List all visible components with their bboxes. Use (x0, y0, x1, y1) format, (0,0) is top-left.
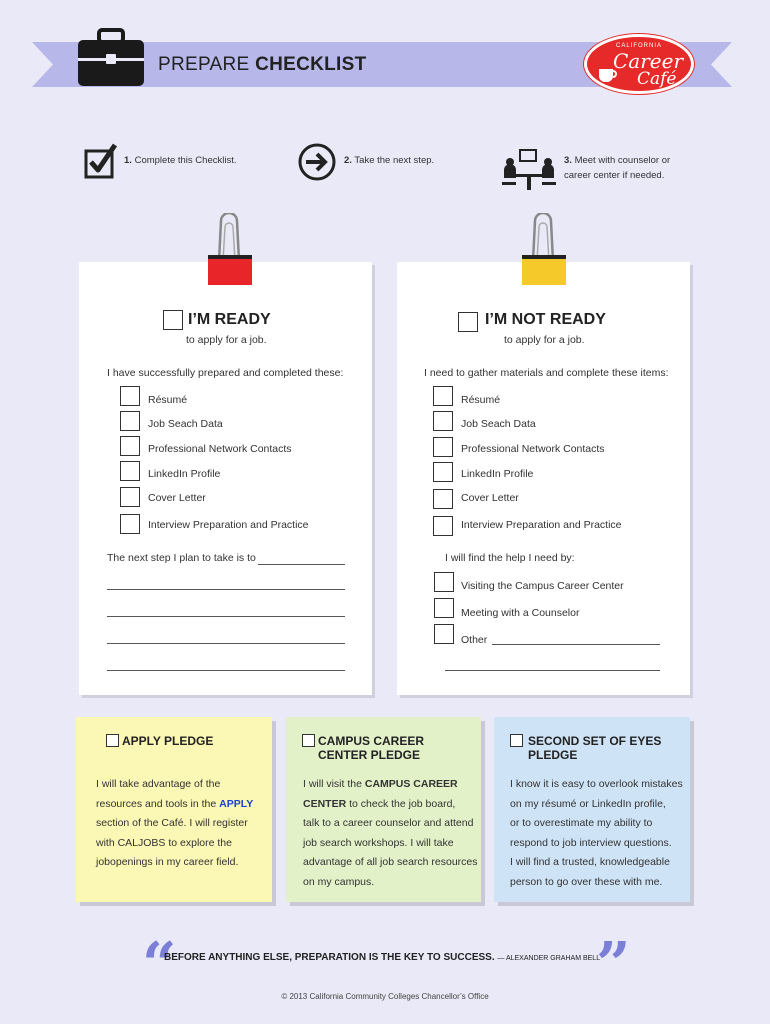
not-ready-item: Résumé (461, 394, 501, 406)
apply-pledge-title: APPLY PLEDGE (122, 734, 214, 748)
page-title: PREPARE CHECKLIST (158, 54, 367, 75)
not-ready-item: Interview Preparation and Practice (461, 519, 622, 531)
next-step-line[interactable] (107, 670, 345, 671)
not-ready-item: Job Seach Data (461, 418, 536, 430)
open-quote-icon: “ (142, 930, 177, 1000)
ready-item: Résumé (148, 394, 188, 406)
second-eyes-pledge-body: I know it is easy to overlook mistakes on my résumé or LinkedIn profile, or to overestimate my ability to respond to job interview questions. I will find a trusted, knowledgeable person to go over these with me. (510, 778, 683, 888)
not-ready-item: Professional Network Contacts (461, 443, 605, 455)
help-checkbox[interactable] (434, 572, 454, 592)
help-checkbox[interactable] (434, 624, 454, 644)
ready-title: I’M READY (188, 311, 271, 328)
not-ready-item: Cover Letter (461, 492, 519, 504)
help-item: Other (461, 634, 488, 646)
not-ready-item-checkbox[interactable] (433, 386, 453, 406)
step-2: 2. Take the next step. (344, 155, 435, 166)
quote: BEFORE ANYTHING ELSE, PREPARATION IS THE KEY TO SUCCESS. — ALEXANDER GRAHAM BELL (164, 952, 601, 963)
apply-pledge-body: I will take advantage of the resources and tools in the APPLY section of the Café. I will register with CALJOBS to explore the jobopenings in my career field. (96, 778, 254, 868)
close-quote-icon: ” (596, 930, 631, 1000)
arrow-right-circle-icon (297, 142, 337, 182)
next-step-line[interactable] (258, 564, 345, 565)
next-step-line[interactable] (107, 643, 345, 644)
ready-item-checkbox[interactable] (120, 487, 140, 507)
not-ready-checkbox[interactable] (458, 312, 478, 332)
second-eyes-pledge-title: SECOND SET OF EYES PLEDGE (528, 734, 662, 762)
not-ready-item: LinkedIn Profile (461, 468, 534, 480)
campus-pledge-body: I will visit the CAMPUS CAREER CENTER to check the job board, talk to a career counselor and attend job search workshops. I will take advantage of all job search resources on my campus. (303, 778, 478, 888)
yellow-binder-clip-icon (519, 213, 569, 288)
ready-item-checkbox[interactable] (120, 436, 140, 456)
other-line[interactable] (492, 644, 660, 645)
career-cafe-logo: CALIFORNIA Career Café (584, 34, 694, 94)
ready-item-checkbox[interactable] (120, 514, 140, 534)
next-step-line[interactable] (107, 589, 345, 590)
red-binder-clip-icon (205, 213, 255, 288)
briefcase-icon (76, 28, 146, 88)
not-ready-item-checkbox[interactable] (433, 437, 453, 457)
campus-pledge-card (286, 717, 481, 902)
step-3: 3. Meet with counselor or career center if needed. (564, 155, 671, 181)
help-checkbox[interactable] (434, 598, 454, 618)
campus-pledge-title: CAMPUS CAREER CENTER PLEDGE (318, 734, 425, 762)
not-ready-intro: I need to gather materials and complete these items: (424, 367, 669, 379)
ready-item: Cover Letter (148, 492, 206, 504)
ready-item: Job Seach Data (148, 418, 223, 430)
ready-subtitle: to apply for a job. (186, 334, 267, 346)
not-ready-subtitle: to apply for a job. (504, 334, 585, 346)
help-item: Meeting with a Counselor (461, 607, 580, 619)
ready-item-checkbox[interactable] (120, 386, 140, 406)
apply-pledge-card (76, 717, 272, 902)
other-line[interactable] (445, 670, 660, 671)
next-step-line[interactable] (107, 616, 345, 617)
not-ready-help: I will find the help I need by: (445, 552, 575, 564)
coffee-cup-icon (597, 65, 619, 83)
ready-item-checkbox[interactable] (120, 411, 140, 431)
ready-checkbox[interactable] (163, 310, 183, 330)
help-item: Visiting the Campus Career Center (461, 580, 624, 592)
not-ready-item-checkbox[interactable] (433, 516, 453, 536)
apply-pledge-checkbox[interactable] (106, 734, 119, 747)
not-ready-item-checkbox[interactable] (433, 462, 453, 482)
campus-pledge-checkbox[interactable] (302, 734, 315, 747)
second-eyes-pledge-checkbox[interactable] (510, 734, 523, 747)
ready-next-step: The next step I plan to take is to (107, 552, 256, 564)
ready-item: LinkedIn Profile (148, 468, 221, 480)
not-ready-title: I’M NOT READY (485, 311, 606, 328)
ready-item: Professional Network Contacts (148, 443, 292, 455)
ready-item: Interview Preparation and Practice (148, 519, 309, 531)
step-1: 1. Complete this Checklist. (124, 155, 237, 166)
ready-intro: I have successfully prepared and completed these: (107, 367, 344, 379)
not-ready-item-checkbox[interactable] (433, 411, 453, 431)
checkbox-checked-icon (84, 143, 118, 179)
ready-item-checkbox[interactable] (120, 461, 140, 481)
not-ready-item-checkbox[interactable] (433, 489, 453, 509)
meeting-icon (500, 148, 558, 192)
second-eyes-pledge-card (494, 717, 690, 902)
footer-copyright: © 2013 California Community Colleges Chancellor’s Office (281, 992, 489, 1001)
